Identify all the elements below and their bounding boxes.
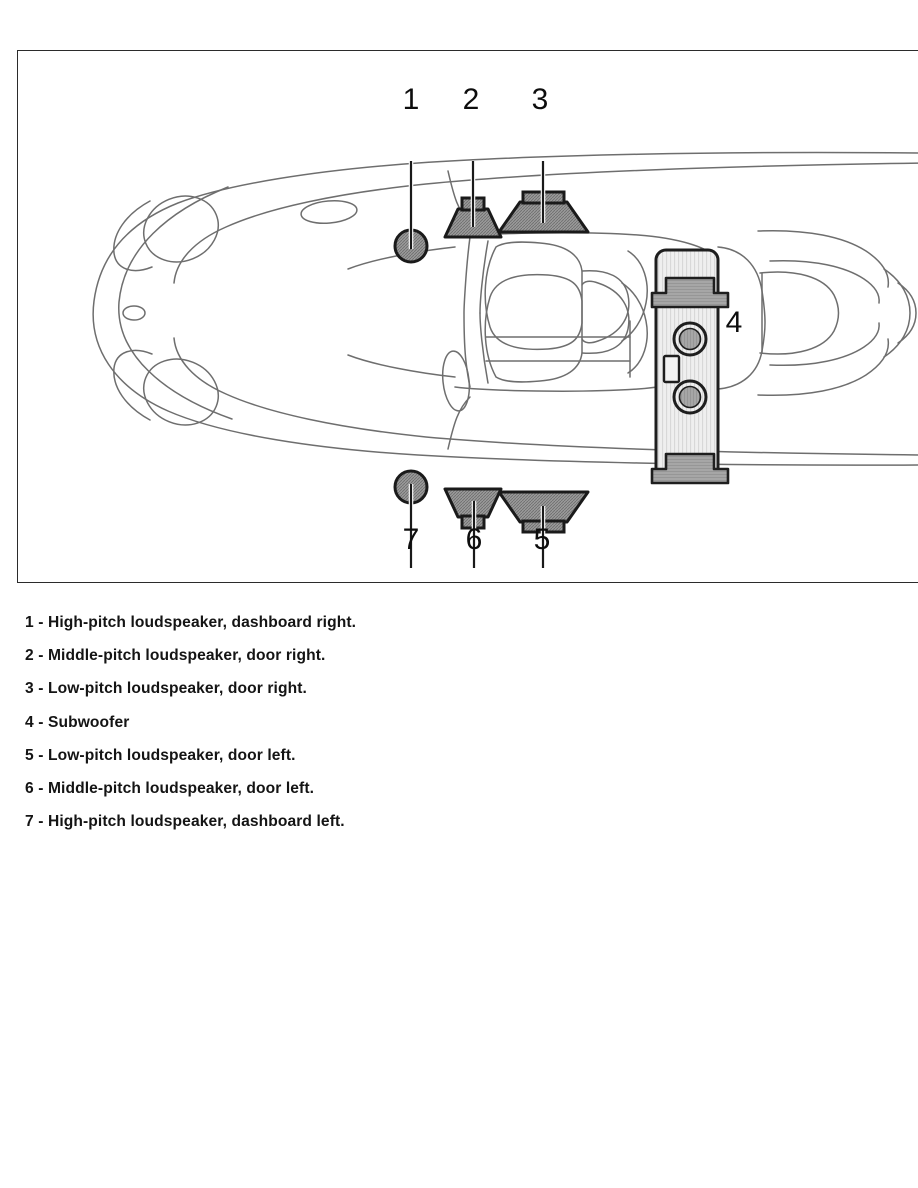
subwoofer-panel[interactable] [652,250,728,483]
legend-item-4 [25,706,645,739]
car-silhouette [93,152,918,465]
callout-number-2: 2 [462,83,480,116]
legend-item-2 [25,639,645,672]
legend-text-3: Low-pitch loudspeaker, door right. [47,680,307,698]
speaker-1-tweeter-right[interactable] [395,161,427,262]
hood-vent [300,199,358,226]
front-badge [123,306,145,320]
legend-number-1: 1 [25,614,34,631]
legend-number-4: 4 [25,713,34,731]
legend-number-3: 3 [25,680,34,698]
headlight-left [134,348,228,436]
callout-number-1: 1 [402,83,420,116]
legend-separator-5: - [38,746,44,764]
tail-crease [898,283,916,343]
legend-item-5 [25,739,645,772]
callout-number-7: 7 [402,523,420,556]
callout-number-6: 6 [465,523,483,556]
legend-text-4: Subwoofer [47,713,130,731]
sill-line-left [348,355,455,377]
legend-item-7 [25,805,645,838]
car-body-outline [93,152,918,465]
car-audio-diagram [18,51,918,583]
ring-driver-upper-cone [680,329,701,350]
rear-deck-lower [758,339,888,395]
legend-number-2: 2 [25,647,34,665]
seat-right-cushion [485,242,582,349]
callout-number-5: 5 [533,523,551,556]
legend-number-5: 5 [25,746,34,764]
speaker-2-midrange-right[interactable] [445,161,501,237]
legend-separator-4: - [38,713,44,731]
headlight-right [134,185,228,273]
steering-wheel [440,350,472,412]
legend-text-6: Middle-pitch loudspeaker, door left. [47,779,315,797]
legend-separator-1: - [38,614,44,631]
rear-deck-upper-inner [770,261,879,303]
legend-text-1: High-pitch loudspeaker, dashboard right. [47,614,357,631]
legend-separator-6: - [38,779,44,797]
legend-item-3 [25,672,645,705]
figure-frame [17,50,918,583]
legend-text-5: Low-pitch loudspeaker, door left. [47,746,296,764]
legend-list [25,606,645,838]
rear-deck-lower-inner [770,323,879,365]
legend-text-7: High-pitch loudspeaker, dashboard left. [47,813,345,831]
front-bumper-inner [119,187,232,419]
legend-item-6 [25,772,645,805]
speaker-3-woofer-right[interactable] [499,161,588,232]
headlight-left-housing [114,350,152,420]
legend-separator-7: - [38,813,44,831]
callout-number-4: 4 [725,306,743,339]
callout-number-3: 3 [531,83,549,116]
seat-left-cushion [485,275,582,382]
legend-number-6: 6 [25,779,34,797]
trunk-lid [760,272,839,354]
legend-text-2: Middle-pitch loudspeaker, door right. [47,647,326,665]
legend-number-7: 7 [25,813,34,831]
rear-deck-upper [758,231,888,287]
hood-crease-lower [174,338,918,455]
legend-separator-2: - [38,647,44,665]
legend-separator-3: - [38,680,44,698]
crossover-block [664,356,679,382]
legend-item-1 [25,606,645,639]
ring-driver-lower-cone [680,387,701,408]
